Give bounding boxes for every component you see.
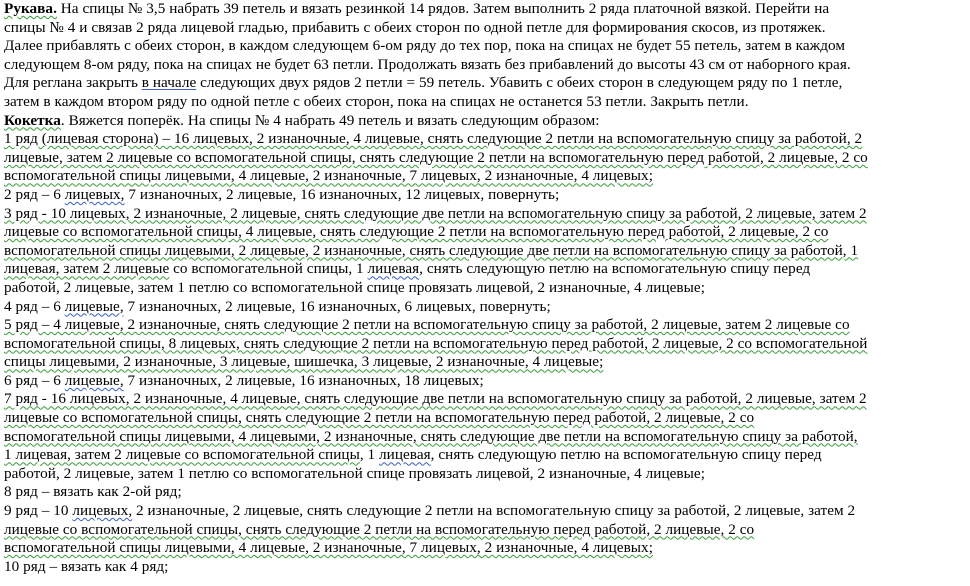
text-line bbox=[4, 242, 966, 261]
text-run: вспомогательной спицы лицевыми, 4 лицевые, 2 изнаночные, 7 лицевых, 2 изнаночные, 4 лицевых; bbox=[4, 167, 653, 185]
text-run: лицевые, bbox=[64, 297, 124, 315]
text-run: 4 ряд – 6 bbox=[4, 297, 65, 315]
text-run: 9 ряд – 10 bbox=[4, 502, 73, 520]
text-run: . Вяжется поперёк. На спицы № 4 набрать 49 петель и вязать следующим образом: bbox=[60, 111, 600, 129]
text-line bbox=[4, 428, 966, 447]
section-heading: Рукава. bbox=[4, 0, 57, 17]
text-line bbox=[4, 149, 966, 168]
text-run: Для реглана закрыть bbox=[4, 74, 142, 92]
text-line bbox=[4, 186, 966, 205]
text-line bbox=[4, 167, 966, 186]
text-run: лицевая bbox=[379, 446, 431, 464]
text-line bbox=[4, 260, 966, 279]
text-run: 3 ряд - 10 лицевых, 2 изнаночные, 2 лицевые, снять следующие две петли на вспомогательную спицу за работой, 2 лицевые, затем 2 bbox=[4, 204, 867, 222]
text-run: , снять следующую петлю на вспомогательную спицу перед bbox=[419, 260, 811, 278]
text-line bbox=[4, 74, 966, 93]
text-line bbox=[4, 558, 966, 577]
text-run: вспомогательной спицы лицевыми, 4 лицевые, 2 изнаночные, 7 лицевых, 2 изнаночные, 4 лицевых; bbox=[4, 539, 653, 557]
text-run: лицевые, затем 2 лицевые со вспомогательной спицы, снять следующие 2 петли на вспомогательную перед работой, 2 лицевые, 2 со bbox=[4, 148, 868, 166]
text-run: вспомогательной спицы лицевыми, 4 лицевыми, 2 изнаночные, снять следующие две петли на вспомогательную спицу за работой, bbox=[4, 427, 858, 445]
text-run: 6 ряд – 6 bbox=[4, 371, 65, 389]
text-run: Далее прибавлять с обеих сторон, в каждом следующем 6-ом ряду до тех пор, пока на спицах не будет 55 петель, затем в каждом bbox=[4, 37, 846, 55]
text-line bbox=[4, 205, 966, 224]
text-run: , снять следующую петлю на вспомогательную спицу перед bbox=[430, 446, 822, 464]
text-line bbox=[4, 130, 966, 149]
text-line bbox=[4, 372, 966, 391]
text-run: со вспомогательной спицы, 1 bbox=[169, 260, 368, 278]
section-heading: Кокетка bbox=[4, 111, 61, 129]
text-run: 8 ряд – вязать как 2-ой ряд; bbox=[4, 483, 182, 501]
text-run: работой, 2 лицевые, затем 1 петлю со вспомогательной спице провязать лицевой, 2 изнаночные, 4 лицевые; bbox=[4, 278, 705, 296]
text-run: лицевые со вспомогательной спицы, снять следующие 2 петли на вспомогательную перед работой, 2 лицевые, 2 со bbox=[4, 520, 755, 538]
text-line bbox=[4, 335, 966, 354]
text-line bbox=[4, 483, 966, 502]
text-line bbox=[4, 390, 966, 409]
text-run: 7 ряд - 16 лицевых, 2 изнаночные, 4 лицевые, снять следующие две петли на вспомогательную спицу за работой, 2 лицевые, затем 2 bbox=[4, 390, 867, 408]
text-run: лицевые, bbox=[64, 371, 124, 389]
text-line bbox=[4, 19, 966, 38]
text-line bbox=[4, 521, 966, 540]
text-run: , 1 bbox=[359, 446, 380, 464]
text-line bbox=[4, 465, 966, 484]
text-run: 7 изнаночных, 2 лицевые, 16 изнаночных, 12 лицевых, повернуть; bbox=[124, 185, 560, 203]
text-run: 7 изнаночных, 2 лицевые, 16 изнаночных, 6 лицевых, повернуть; bbox=[123, 297, 551, 315]
text-line bbox=[4, 0, 966, 19]
knitting-instructions-document bbox=[4, 0, 966, 576]
text-line bbox=[4, 93, 966, 112]
text-run: следующих двух рядов 2 петли = 59 петель. Убавить с обеих сторон в следующем ряду по 1 петле, bbox=[196, 74, 843, 92]
text-line bbox=[4, 316, 966, 335]
text-run: лицевых, bbox=[64, 185, 125, 203]
text-run: 1 лицевая, затем 2 лицевые со вспомогательной спицы bbox=[4, 446, 360, 464]
text-line bbox=[4, 56, 966, 75]
text-line bbox=[4, 223, 966, 242]
text-run: работой, 2 лицевые, затем 1 петлю со вспомогательной спице провязать лицевой, 2 изнаночные, 4 лицевые; bbox=[4, 464, 705, 482]
text-line bbox=[4, 539, 966, 558]
text-line bbox=[4, 37, 966, 56]
text-line bbox=[4, 279, 966, 298]
text-run: вспомогательной спицы лицевыми, 2 лицевые, 2 изнаночные, снять следующие две петли на вспомогательную спицу за работой, 1 bbox=[4, 241, 859, 259]
text-line bbox=[4, 112, 966, 131]
text-run: вспомогательной спицы, 8 лицевых, снять следующие 2 петли на вспомогательную перед работой, 2 лицевые, 2 со вспомогательной bbox=[4, 334, 868, 352]
text-line bbox=[4, 502, 966, 521]
text-run: На спицы № 3,5 набрать 39 петель и вязать резинкой 14 рядов. Затем выполнить 2 ряда платочной вязкой. Перейти на bbox=[56, 0, 830, 17]
text-run: лицевые со вспомогательной спицы, 4 лицевые, снять следующие 2 петли на вспомогательную перед работой, 2 лицевые, 2 со bbox=[4, 223, 829, 241]
text-run: в начале bbox=[141, 74, 197, 92]
text-run: 7 изнаночных, 2 лицевые, 16 изнаночных, 18 лицевых; bbox=[123, 371, 484, 389]
text-line bbox=[4, 409, 966, 428]
text-run: 1 ряд (лицевая сторона) – 16 лицевых, 2 изнаночные, 4 лицевые, снять следующие 2 петли на вспомогательную спицу за работой, 2 bbox=[4, 130, 863, 148]
text-run: спицы лицевыми, 2 изнаночные, 3 лицевые, шишечка, 3 лицевые, 2 изнаночные, 4 лицевые; bbox=[4, 353, 604, 371]
text-run: лицевые со вспомогательной спицы, снять следующие 2 петли на вспомогательную перед работой, 2 лицевые, 2 со bbox=[4, 409, 755, 427]
text-line bbox=[4, 353, 966, 372]
text-run: 2 изнаночные, 2 лицевые, снять следующие 2 петли на вспомогательную спицу за работой, 2 лицевые, затем 2 bbox=[132, 502, 856, 520]
text-run: лицевая bbox=[367, 260, 420, 278]
text-line bbox=[4, 298, 966, 317]
text-run: 2 ряд – 6 bbox=[4, 185, 65, 203]
text-run: лицевая, затем 2 лицевые bbox=[4, 260, 170, 278]
text-run: затем в каждом втором ряду по одной петле с обеих сторон, пока на спицах не останется 53 петли. Закрыть петли. bbox=[4, 92, 749, 110]
text-line bbox=[4, 446, 966, 465]
text-run: 5 ряд – 4 лицевые, 2 изнаночные, снять следующие 2 петли на вспомогательную спицу за работой, 2 лицевые, затем 2 лицевые со bbox=[4, 316, 850, 334]
text-run: спицы № 4 и связав 2 ряда лицевой гладью, прибавить с обеих сторон по одной петле для формирования скосов, из протяжек. bbox=[4, 18, 826, 36]
text-run: следующем 8-ом ряду, пока на спицах не будет 63 петли. Продолжать вязать без прибавлений до высоты 43 см от наборного края. bbox=[4, 55, 851, 73]
text-run: 10 ряд – вязать как 4 ряд; bbox=[4, 557, 169, 575]
text-run: лицевых, bbox=[72, 502, 133, 520]
